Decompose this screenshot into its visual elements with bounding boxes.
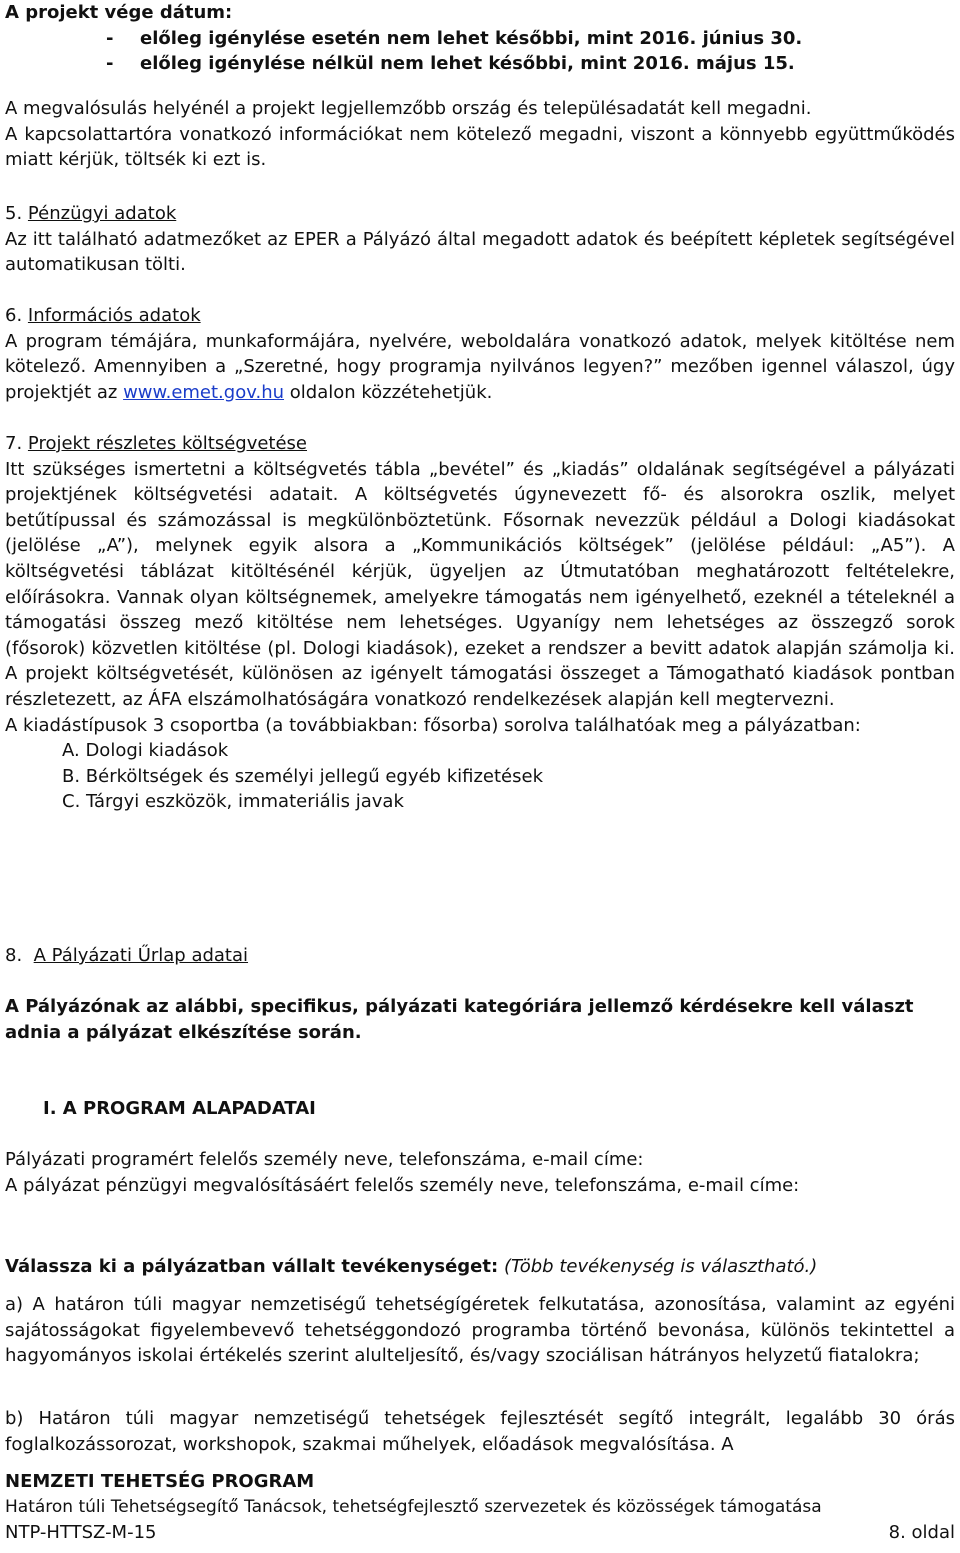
activity-option-a-block bbox=[5, 1292, 955, 1369]
activity-question-block bbox=[5, 1254, 955, 1280]
location-paragraph: A megvalósulás helyénél a projekt legjellemzőbb ország és településadatát kell megadni. bbox=[5, 98, 812, 119]
cost-type-c: C. Tárgyi eszközök, immateriális javak bbox=[62, 791, 404, 813]
activity-question: Válassza ki a pályázatban vállalt tevékenységet: (Több tevékenység is választható.) bbox=[5, 1256, 818, 1277]
section-7-text-2: A kiadástípusok 3 csoportba (a továbbiakban: fősorba) sorolva találhatóak meg a pályázatban: bbox=[5, 714, 861, 736]
section-6-heading: 6. Információs adatok bbox=[5, 305, 201, 326]
contact-paragraph: A kapcsolattartóra vonatkozó információkat nem kötelező megadni, viszont a könnyebb együttműködés miatt kérjük, töltsék ki ezt is. bbox=[5, 123, 955, 171]
field-finance-responsible: A pályázat pénzügyi megvalósításáért felelős személy neve, telefonszáma, e-mail címe: bbox=[5, 1174, 800, 1196]
section-5-heading: 5. Pénzügyi adatok bbox=[5, 203, 177, 224]
responsible-fields bbox=[5, 1147, 955, 1198]
page-footer bbox=[5, 1469, 955, 1546]
footer-bottom-row bbox=[5, 1520, 955, 1546]
footer-subtitle: Határon túli Tehetségsegítő Tanácsok, tehetségfejlesztő szervezetek és közösségek támogatása bbox=[5, 1496, 822, 1517]
project-end-section bbox=[5, 0, 955, 77]
section-8-title: A Pályázati Űrlap adatai bbox=[33, 945, 249, 966]
section-7 bbox=[5, 431, 955, 815]
section-5 bbox=[5, 201, 955, 278]
section-6-text: A program témájára, munkaformájára, nyelvére, weboldalára vonatkozó adatok, melyek kitöltése nem kötelező. Amennyiben a „Szeretné, hogy programja nyilvános legyen?” mezőben igennel válaszol, úgy projektjét az www.emet.gov.hu oldalon közzétehetjük. bbox=[5, 330, 955, 403]
cost-type-a: A. Dologi kiadások bbox=[62, 740, 229, 762]
bold-instruction-block bbox=[5, 994, 955, 1045]
bold-instruction: A Pályázónak az alábbi, specifikus, pályázati kategóriára jellemző kérdésekre kell választ adnia a pályázat elkészítése során. bbox=[5, 996, 914, 1043]
section-5-title: Pénzügyi adatok bbox=[27, 203, 177, 224]
location-paragraph-block bbox=[5, 96, 955, 173]
section-7-text: Itt szükséges ismertetni a költségvetés tábla „bevétel” és „kiadás” oldalának segítségével a pályázati projektjének költségvetési adatait. A költségvetés úgynevezett fő- és alsorokra oszlik, melyet betűtípussal és számozással is megkülönböztetünk. Fősornak nevezzük például a Dologi kiadásokat (jelölése „A”), melynek egyik alsora a „Kommunikációs költségek” (jelölése például: „A5”). A költségvetési táblázat kitöltésénél kérjük, ügyeljen az Útmutatóban meghatározott feltételekre, előírásokra. Vannak olyan költségnemek, amelyekre támogatás nem igényelhető, ezeknél a tételeknél a támogatási összeg mező kitöltése nem lehetséges. Ugyanígy nem lehetséges az összegző sorok (fősorok) közvetlen kitöltése (pl. Dologi kiadások), ezeket a rendszer a bevitt adatok alapján számolja ki. A projekt költségvetését, különösen az igényelt támogatási összeget a Támogatható kiadások pontban részletezett, az ÁFA elszámolhatóságára vonatkozó rendelkezések alapján kell megtervezni. bbox=[5, 458, 955, 710]
section-7-title: Projekt részletes költségvetése bbox=[27, 433, 308, 454]
activity-option-a: a) A határon túli magyar nemzetiségű tehetségígéretek felkutatása, azonosítása, valamint az egyéni sajátosságokat figyelembevevő tehetséggondozó programba történő bevonása, különös tekintettel a hagyományos iskolai értékelés szerint alulteljesítő, és/vagy szociálisan hátrányos helyzetű fiatalokra; bbox=[5, 1294, 955, 1367]
activity-option-b: b) Határon túli magyar nemzetiségű tehetségek fejlesztését segítő integrált, legalább 30 órás foglalkozássorozat, workshopok, szakmai műhelyek, előadások megvalósítása. A bbox=[5, 1408, 955, 1455]
section-7-heading: 7. Projekt részletes költségvetése bbox=[5, 433, 308, 454]
section-8-heading: 8. A Pályázati Űrlap adatai bbox=[5, 945, 249, 966]
section-6-title: Információs adatok bbox=[27, 305, 201, 326]
field-program-responsible: Pályázati programért felelős személy neve, telefonszáma, e-mail címe: bbox=[5, 1149, 644, 1170]
emet-website-link[interactable]: www.emet.gov.hu bbox=[123, 381, 285, 403]
activity-option-b-block bbox=[5, 1406, 955, 1457]
footer-program-name: NEMZETI TEHETSÉG PROGRAM bbox=[5, 1471, 315, 1492]
project-end-item-2: - előleg igénylése nélkül nem lehet későbbi, mint 2016. május 15. bbox=[5, 51, 955, 77]
cost-type-b: B. Bérköltségek és személyi jellegű egyéb kifizetések bbox=[62, 765, 543, 787]
project-end-item-1: - előleg igénylése esetén nem lehet későbbi, mint 2016. június 30. bbox=[5, 26, 955, 52]
footer-code: NTP-HTTSZ-M-15 bbox=[5, 1522, 157, 1544]
section-5-text: Az itt található adatmezőket az EPER a Pályázó által megadott adatok és beépített képletek segítségével automatikusan tölti. bbox=[5, 228, 955, 276]
project-end-title: A projekt vége dátum: bbox=[5, 2, 233, 23]
program-heading: I. A PROGRAM ALAPADATAI bbox=[43, 1098, 316, 1119]
footer-page-number: 8. oldal bbox=[888, 1522, 955, 1544]
section-8 bbox=[5, 943, 955, 969]
program-heading-block bbox=[5, 1096, 955, 1122]
section-6 bbox=[5, 303, 955, 405]
